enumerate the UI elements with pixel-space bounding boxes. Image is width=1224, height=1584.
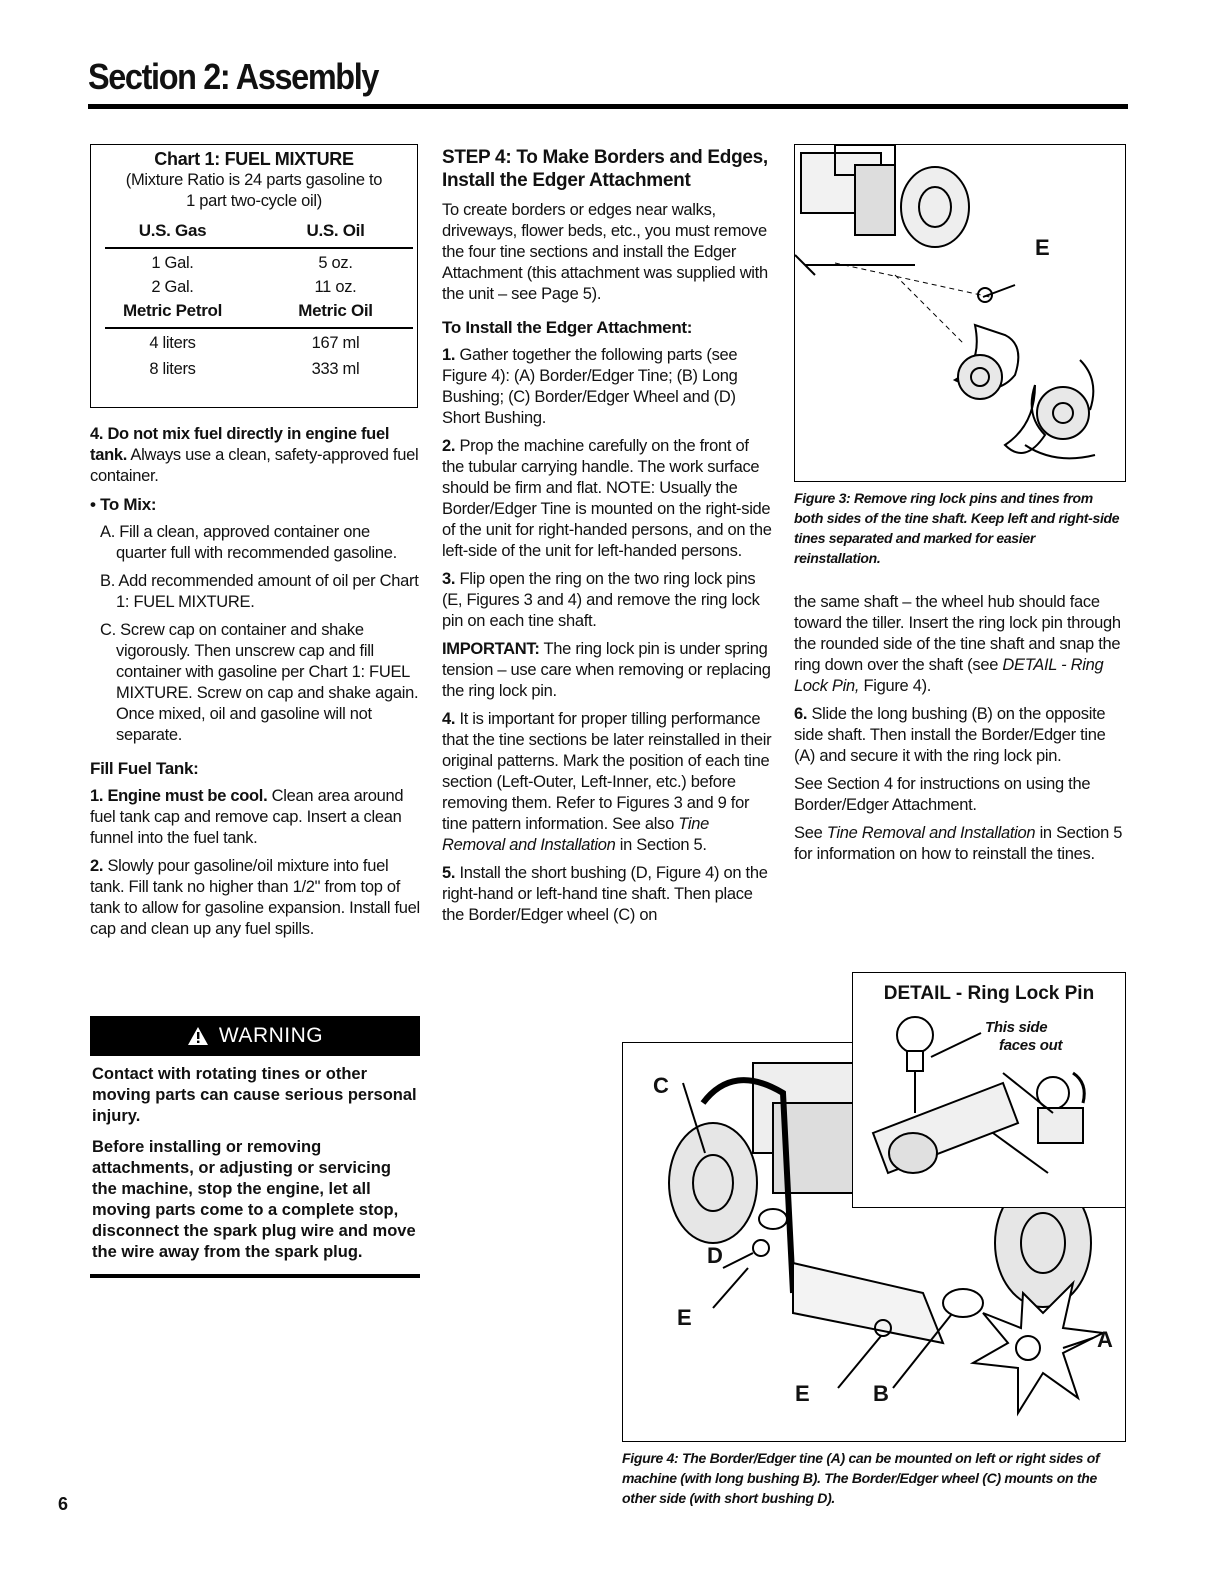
step-5-continued <box>794 592 1124 697</box>
install-step-2-num: 2. <box>442 437 456 455</box>
fill-step-1-text: Clean area around fuel tank cap and remove cap. Insert a clean funnel into the fuel tank. <box>90 787 404 847</box>
fill-step-1 <box>90 786 420 849</box>
warning-text <box>92 1064 420 1273</box>
figure-4-label-d: D <box>707 1243 723 1268</box>
table-cell: 11 oz. <box>314 278 357 296</box>
table-cell: 167 ml <box>311 334 360 352</box>
table-row <box>91 354 417 380</box>
step-5-continued-end: Figure 4). <box>859 677 932 695</box>
install-edger-heading: To Install the Edger Attachment: <box>442 318 693 337</box>
step-4-title: STEP 4: To Make Borders and Edges, Install the Edger Attachment <box>442 147 768 191</box>
install-step-5-text: Install the short bushing (D, Figure 4) on the right-hand or left-hand tine shaft. Then place the Border/Edger wheel (C) on <box>442 864 768 924</box>
detail-title: DETAIL - Ring Lock Pin <box>883 983 1095 1004</box>
install-step-5 <box>442 863 772 926</box>
mix-step-c: C. Screw cap on container and shake vigorously. Then unscrew cap and fill container with gasoline per Chart 1: FUEL MIXTURE. Screw on cap and shake again. Once mixed, oil and gasoline will not separate. <box>100 621 419 744</box>
install-step-2 <box>442 436 772 562</box>
warning-rule <box>90 1274 420 1278</box>
important-note <box>442 639 772 702</box>
figure-4-caption: Figure 4: The Border/Edger tine (A) can be mounted on left or right sides of machine (with long bushing B). The Border/Edger wheel (C) mounts on the other side (with short bushing D). <box>622 1450 1100 1506</box>
warning-triangle-icon <box>187 1026 209 1046</box>
install-step-4-italic: Tine Removal and Installation <box>442 815 709 854</box>
chart-subtitle-line1: (Mixture Ratio is 24 parts gasoline to <box>125 171 383 189</box>
see-section-5-italic: Tine Removal and Installation <box>826 824 1036 842</box>
fill-fuel-tank-heading: Fill Fuel Tank: <box>90 759 199 778</box>
install-step-4-num: 4. <box>442 710 456 728</box>
chart-header-us-gas: U.S. Gas <box>138 221 207 240</box>
table-cell: 8 liters <box>149 360 196 378</box>
page-number: 6 <box>58 1494 69 1514</box>
title-rule <box>88 104 1128 109</box>
column-3 <box>794 592 1124 872</box>
figure-4-label-c: C <box>653 1073 669 1098</box>
install-step-3-text: Flip open the ring on the two ring lock pins (E, Figures 3 and 4) and remove the ring lock pin on each tine shaft. <box>442 570 760 630</box>
figure-3-caption: Figure 3: Remove ring lock pins and tines from both sides of the tine shaft. Keep left and right-side tines separated and marked for easier reinstallation. <box>794 490 1120 566</box>
install-step-6-text: Slide the long bushing (B) on the opposite side shaft. Then install the Border/Edger tine (A) and secure it with the ring lock pin. <box>794 705 1106 765</box>
install-step-6-num: 6. <box>794 705 808 723</box>
chart-header-us-oil: U.S. Oil <box>306 221 365 240</box>
table-cell: 2 Gal. <box>151 278 194 296</box>
step-4-intro: To create borders or edges near walks, driveways, flower beds, etc., you must remove the four tine sections and install the Edger Attachment (this attachment was supplied with the unit – see Page 5). <box>442 201 768 303</box>
warning-para-2: Before installing or removing attachments, or adjusting or servicing the machine, stop the engine, let all moving parts come to a complete stop, disconnect the spark plug wire and move the wire away from the spark plug. <box>92 1138 416 1261</box>
chart-header-metric-oil: Metric Oil <box>298 301 373 320</box>
install-step-1-num: 1. <box>442 346 456 364</box>
column-2 <box>442 146 772 933</box>
install-step-6 <box>794 704 1124 767</box>
item-4 <box>90 424 420 487</box>
install-step-4-text-end: in Section 5. <box>615 836 707 854</box>
install-step-4-text: It is important for proper tilling performance that the tine sections be later reinstalled in their original patterns. Mark the position of each tine section (Left-Outer, Left-Inner, etc.) before removing them. Refer to Figures 3 and 9 for tine pattern information. See also <box>442 710 772 833</box>
step-5-continued-text: the same shaft – the wheel hub should face toward the tiller. Insert the ring lock pin through the rounded side of the tine shaft and snap the ring down over the shaft (see <box>794 593 1121 674</box>
fill-step-2-text: Slowly pour gasoline/oil mixture into fuel tank. Fill tank no higher than 1/2" from top of tank to allow for gasoline expansion. Install fuel cap and clean up any fuel spills. <box>90 857 420 938</box>
detail-note-line1: This side <box>985 1019 1048 1036</box>
warning-label: WARNING <box>218 1024 324 1047</box>
detail-note-line2: faces out <box>999 1037 1063 1054</box>
install-step-5-num: 5. <box>442 864 456 882</box>
table-cell: 5 oz. <box>318 254 353 272</box>
mix-step-b: B. Add recommended amount of oil per Chart 1: FUEL MIXTURE. <box>100 572 419 611</box>
chart-header-metric-petrol: Metric Petrol <box>122 301 223 320</box>
figure-3-illustration <box>794 144 1126 482</box>
warning-para-1: Contact with rotating tines or other moving parts can cause serious personal injury. <box>92 1065 417 1125</box>
table-cell: 333 ml <box>311 360 360 378</box>
important-label: IMPORTANT: <box>442 640 540 658</box>
table-cell: 1 Gal. <box>151 254 194 272</box>
item-4-bold: 4. Do not mix fuel directly in engine fuel tank. <box>90 425 390 464</box>
install-step-4 <box>442 709 772 856</box>
detail-ring-lock-pin <box>852 972 1126 1208</box>
figure-4-label-e1: E <box>677 1305 692 1330</box>
fill-step-2 <box>90 856 420 940</box>
install-step-3 <box>442 569 772 632</box>
see-section-5-end: in Section 5 for information on how to reinstall the tines. <box>794 824 1123 863</box>
fuel-mixture-chart <box>90 144 418 408</box>
table-row <box>91 329 417 354</box>
figure-3-label-e: E <box>1035 235 1050 260</box>
table-row <box>91 274 417 298</box>
figure-3-drawing <box>795 145 1125 481</box>
to-mix-heading: • To Mix: <box>90 495 157 514</box>
warning-banner <box>90 1016 420 1056</box>
install-step-3-num: 3. <box>442 570 456 588</box>
see-section-5-text: See <box>794 824 827 842</box>
install-step-1-text: Gather together the following parts (see Figure 4): (A) Border/Edger Tine; (B) Long Bushing; (C) Border/Edger Wheel and (D) Short Bushing. <box>442 346 738 427</box>
install-step-2-text: Prop the machine carefully on the front of the tubular carrying handle. The work surface should be firm and flat. NOTE: Usually the Border/Edger Tine is mounted on the right-side of the unit for right-handed persons, and on the left-side of the unit for left-handed persons. <box>442 437 772 560</box>
item-4-text: Always use a clean, safety-approved fuel container. <box>90 446 419 485</box>
column-1 <box>90 424 420 947</box>
figure-4-label-e2: E <box>795 1381 810 1406</box>
figure-4-label-a: A <box>1097 1327 1113 1352</box>
install-step-1 <box>442 345 772 429</box>
mix-step-a: A. Fill a clean, approved container one quarter full with recommended gasoline. <box>100 523 397 562</box>
ring-lock-pin-drawing <box>853 1013 1125 1203</box>
see-section-4: See Section 4 for instructions on using the Border/Edger Attachment. <box>794 775 1091 814</box>
important-text: The ring lock pin is under spring tension – use care when removing or replacing the ring lock pin. <box>442 640 771 700</box>
chart-table <box>91 212 417 380</box>
see-section-5 <box>794 823 1124 865</box>
fill-step-1-bold: 1. Engine must be cool. <box>90 787 268 805</box>
figure-4-label-b: B <box>873 1381 889 1406</box>
fill-step-2-num: 2. <box>90 857 104 875</box>
table-row <box>91 249 417 274</box>
chart-title: Chart 1: FUEL MIXTURE <box>154 149 354 169</box>
step-5-continued-italic: DETAIL - Ring Lock Pin, <box>794 656 1104 695</box>
chart-subtitle-line2: 1 part two-cycle oil) <box>186 192 322 210</box>
section-title: Section 2: Assembly <box>88 56 379 97</box>
table-cell: 4 liters <box>149 334 196 352</box>
